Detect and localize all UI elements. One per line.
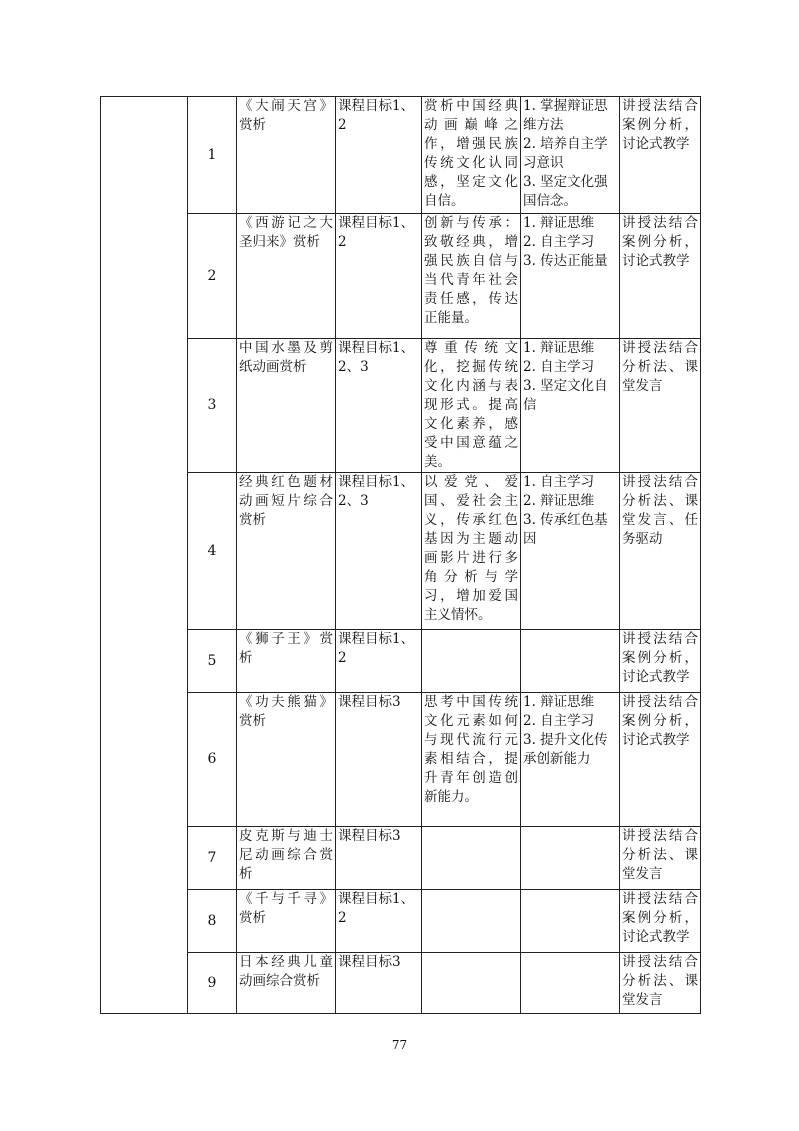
table-row: [101, 953, 701, 1014]
table-row: [101, 630, 701, 693]
table-row: [101, 339, 701, 473]
ideology-cell: 思考中国传统文化元素如何与现代流行元素相结合，提升青年创造创新能力。: [422, 693, 521, 827]
row-number: 9: [188, 953, 237, 1014]
goal-cell: 课程目标3: [336, 953, 422, 1014]
table-row: [101, 97, 701, 214]
topic-cell: 皮克斯与迪士尼动画综合赏析: [237, 827, 336, 890]
topic-cell: 日本经典儿童动画综合赏析: [237, 953, 336, 1014]
method-cell: 讲授法结合案例分析，讨论式教学: [620, 630, 701, 693]
ideology-cell: [422, 827, 521, 890]
method-cell: 讲授法结合分析法、课堂发言、任务驱动: [620, 473, 701, 630]
points-cell: 1. 辩证思维 2. 自主学习 3. 提升文化传承创新能力: [521, 693, 620, 827]
goal-cell: 课程目标1、2: [336, 890, 422, 953]
topic-cell: 《狮子王》赏析: [237, 630, 336, 693]
method-cell: 讲授法结合分析法、课堂发言: [620, 339, 701, 473]
ideology-cell: 尊重传统文化，挖掘传统文化内涵与表现形式。提高文化素养，感受中国意蕴之美。: [422, 339, 521, 473]
method-cell: 讲授法结合案例分析，讨论式教学: [620, 97, 701, 214]
ideology-cell: [422, 890, 521, 953]
table-row: [101, 693, 701, 827]
table-row: [101, 473, 701, 630]
page-number: 77: [391, 1038, 408, 1052]
method-cell: 讲授法结合案例分析，讨论式教学: [620, 890, 701, 953]
goal-cell: 课程目标1、2、3: [336, 339, 422, 473]
method-cell: 讲授法结合案例分析，讨论式教学: [620, 214, 701, 339]
table-row: [101, 827, 701, 890]
table-row: [101, 890, 701, 953]
goal-cell: 课程目标1、2: [336, 97, 422, 214]
row-number: 5: [188, 630, 237, 693]
ideology-cell: 创新与传承：致敬经典，增强民族自信与当代青年社会责任感，传达正能量。: [422, 214, 521, 339]
row-number: 3: [188, 339, 237, 473]
points-cell: [521, 827, 620, 890]
course-content-table: [100, 96, 701, 1014]
row-number: 7: [188, 827, 237, 890]
points-cell: 1. 辩证思维 2. 自主学习 3. 坚定文化自信: [521, 339, 620, 473]
row-number: 6: [188, 693, 237, 827]
chapter-cell: [101, 97, 188, 1014]
points-cell: [521, 953, 620, 1014]
row-number: 1: [188, 97, 237, 214]
table-row: [101, 214, 701, 339]
points-cell: [521, 890, 620, 953]
goal-cell: 课程目标1、2: [336, 630, 422, 693]
topic-cell: 《千与千寻》赏析: [237, 890, 336, 953]
ideology-cell: [422, 630, 521, 693]
points-cell: 1. 自主学习 2. 辩证思维 3. 传承红色基因: [521, 473, 620, 630]
topic-cell: 《功夫熊猫》赏析: [237, 693, 336, 827]
method-cell: 讲授法结合分析法、课堂发言: [620, 953, 701, 1014]
row-number: 8: [188, 890, 237, 953]
ideology-cell: 赏析中国经典动画巅峰之作，增强民族传统文化认同感，坚定文化自信。: [422, 97, 521, 214]
ideology-cell: 以爱党、爱国、爱社会主义，传承红色基因为主题动画影片进行多角分析与学习，增加爱国主义情怀。: [422, 473, 521, 630]
method-cell: 讲授法结合案例分析，讨论式教学: [620, 693, 701, 827]
row-number: 2: [188, 214, 237, 339]
points-cell: 1. 辩证思维 2. 自主学习 3. 传达正能量: [521, 214, 620, 339]
topic-cell: 《西游记之大圣归来》赏析: [237, 214, 336, 339]
topic-cell: 中国水墨及剪纸动画赏析: [237, 339, 336, 473]
method-cell: 讲授法结合分析法、课堂发言: [620, 827, 701, 890]
points-cell: 1. 掌握辩证思维方法 2. 培养自主学习意识 3. 坚定文化强国信念。: [521, 97, 620, 214]
topic-cell: 经典红色题材动画短片综合赏析: [237, 473, 336, 630]
goal-cell: 课程目标3: [336, 827, 422, 890]
topic-cell: 《大闹天宫》赏析: [237, 97, 336, 214]
goal-cell: 课程目标1、2: [336, 214, 422, 339]
goal-cell: 课程目标3: [336, 693, 422, 827]
row-number: 4: [188, 473, 237, 630]
ideology-cell: [422, 953, 521, 1014]
points-cell: [521, 630, 620, 693]
goal-cell: 课程目标1、2、3: [336, 473, 422, 630]
